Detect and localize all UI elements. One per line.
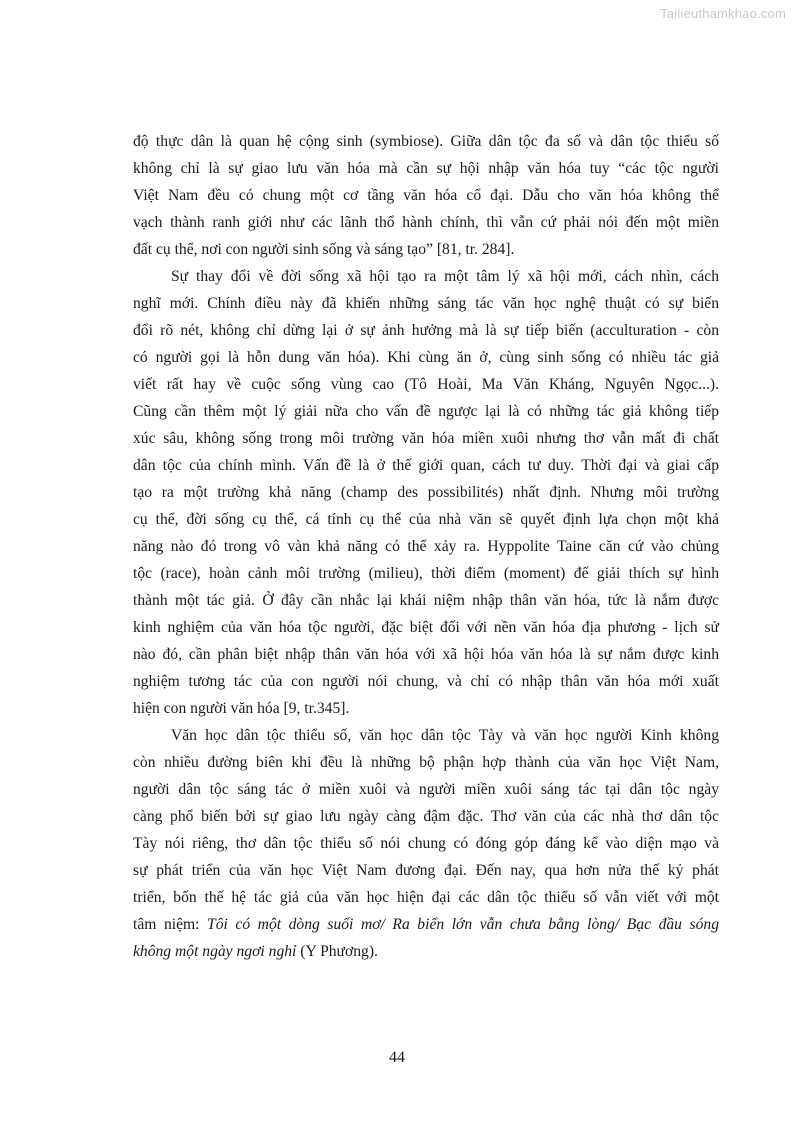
line-text: Văn học dân tộc thiểu số, văn học dân tộc Tày và văn học người Kinh không <box>171 727 719 744</box>
text-line <box>133 560 719 587</box>
line-text: càng phổ biến bởi sự giao lưu ngày càng đậm đặc. Thơ văn của các nhà thơ dân tộc <box>133 808 719 825</box>
line-text: thành một tác giả. Ở đây cần nhắc lại khái niệm nhập thân văn hóa, tức là nắm được <box>133 592 719 609</box>
line-text: tộc (race), hoàn cảnh môi trường (milieu), thời điểm (moment) để giải thích sự hình <box>133 565 719 582</box>
text-line <box>133 398 719 425</box>
line-text: Cũng cần thêm một lý giải nữa cho vấn đề ngược lại là có những tác giả không tiếp <box>133 403 719 420</box>
line-text: còn nhiều đường biên khi đều là những bộ phận hợp thành của văn học Việt Nam, <box>133 754 719 771</box>
quoted-verse: Tôi có một dòng suối mơ/ Ra biển lớn vẫn chưa bằng lòng/ Bạc đầu sóng <box>207 916 719 933</box>
line-text: triển, bốn thế hệ tác giả của văn học hiện đại các dân tộc thiểu số vẫn viết với một <box>133 889 719 906</box>
text-line <box>133 803 719 830</box>
line-text: Sự thay đổi về đời sống xã hội tạo ra một tâm lý xã hội mới, cách nhìn, cách <box>171 268 719 285</box>
text-line <box>133 290 719 317</box>
line-text: độ thực dân là quan hệ cộng sinh (symbiose). Giữa dân tộc đa số và dân tộc thiểu số <box>133 133 719 150</box>
line-text: nghĩ mới. Chính điều này đã khiến những sáng tác văn học nghệ thuật có sự biến <box>133 295 719 312</box>
text-line <box>133 371 719 398</box>
text-line <box>133 452 719 479</box>
line-text-after: (Y Phương). <box>296 943 378 960</box>
line-text: Tày nói riêng, thơ dân tộc thiểu số nói chung có đóng góp đáng kể vào diện mạo và <box>133 835 719 852</box>
text-line <box>133 128 719 155</box>
line-text: cụ thể, đời sống cụ thể, cá tính cụ thể của nhà văn sẽ quyết định lựa chọn một khả <box>133 511 719 528</box>
text-line <box>133 695 719 722</box>
line-text: người dân tộc sáng tác ở miền xuôi và người miền xuôi sáng tác tại dân tộc ngày <box>133 781 719 798</box>
line-text: tâm niệm: <box>133 916 208 933</box>
text-line <box>133 506 719 533</box>
text-line <box>133 749 719 776</box>
line-text: nào đó, cần phân biệt nhập thân văn hóa với xã hội hóa văn hóa là sự nắm được kinh <box>133 646 719 663</box>
text-line <box>133 830 719 857</box>
line-text: có người gọi là hỗn dung văn hóa). Khi cùng ăn ở, cùng sinh sống có nhiều tác giả <box>133 349 719 366</box>
page-number: 44 <box>389 1049 405 1066</box>
line-text: sự phát triển của văn học Việt Nam đương đại. Đến nay, qua hơn nửa thế kỷ phát <box>133 862 719 879</box>
line-text: xúc sâu, không sống trong môi trường văn hóa miền xuôi nhưng thơ vẫn mất đi chất <box>133 430 719 447</box>
document-body <box>133 128 719 965</box>
text-line <box>133 938 719 965</box>
line-text: Việt Nam đều có chung một cơ tầng văn hóa cổ đại. Dẫu cho văn hóa không thể <box>133 187 719 204</box>
text-line <box>133 587 719 614</box>
line-text: nghiệm tương tác của con người nói chung, và chỉ có nhập thân văn hóa mới xuất <box>133 673 719 690</box>
text-line <box>133 209 719 236</box>
text-line <box>133 533 719 560</box>
line-text: năng nào đó trong vô vàn khả năng có thể xảy ra. Hyppolite Taine căn cứ vào chủng <box>133 538 719 555</box>
paragraph <box>133 722 719 965</box>
line-text: đổi rõ nét, không chỉ dừng lại ở sự ảnh hưởng mà là sự tiếp biến (acculturation - còn <box>133 322 719 339</box>
line-text: vạch thành ranh giới như các lãnh thổ hành chính, thì vẫn cứ phải nói đến một miền <box>133 214 719 231</box>
text-line <box>133 641 719 668</box>
text-line <box>133 263 719 290</box>
text-line <box>133 236 719 263</box>
text-line <box>133 911 719 938</box>
text-line <box>133 425 719 452</box>
watermark: Tailieuthamkhao.com <box>660 6 786 21</box>
text-line <box>133 182 719 209</box>
line-text: kinh nghiệm của văn hóa tộc người, đặc biệt đối với nền văn hóa địa phương - lịch sử <box>133 619 719 636</box>
line-text: dân tộc của chính mình. Vấn đề là ở thế giới quan, cách tư duy. Thời đại và giai cấp <box>133 457 719 474</box>
text-line <box>133 884 719 911</box>
text-line <box>133 668 719 695</box>
line-text: tạo ra một trường khả năng (champ des possibilités) nhất định. Nhưng môi trường <box>133 484 719 501</box>
text-line <box>133 155 719 182</box>
text-line <box>133 344 719 371</box>
line-text: hiện con người văn hóa [9, tr.345]. <box>133 700 350 717</box>
text-line <box>133 722 719 749</box>
line-text: không chỉ là sự giao lưu văn hóa mà cần sự hội nhập văn hóa tuy “các tộc người <box>133 160 719 177</box>
text-line <box>133 614 719 641</box>
text-line <box>133 857 719 884</box>
quoted-verse: không một ngày ngơi nghỉ <box>133 943 297 960</box>
line-text: viết rất hay về cuộc sống vùng cao (Tô Hoài, Ma Văn Kháng, Nguyên Ngọc...). <box>133 376 719 393</box>
text-line <box>133 317 719 344</box>
line-text: đất cụ thể, nơi con người sinh sống và sáng tạo” [81, tr. 284]. <box>133 241 515 258</box>
text-line <box>133 776 719 803</box>
text-line <box>133 479 719 506</box>
paragraph <box>133 128 719 263</box>
paragraph <box>133 263 719 722</box>
